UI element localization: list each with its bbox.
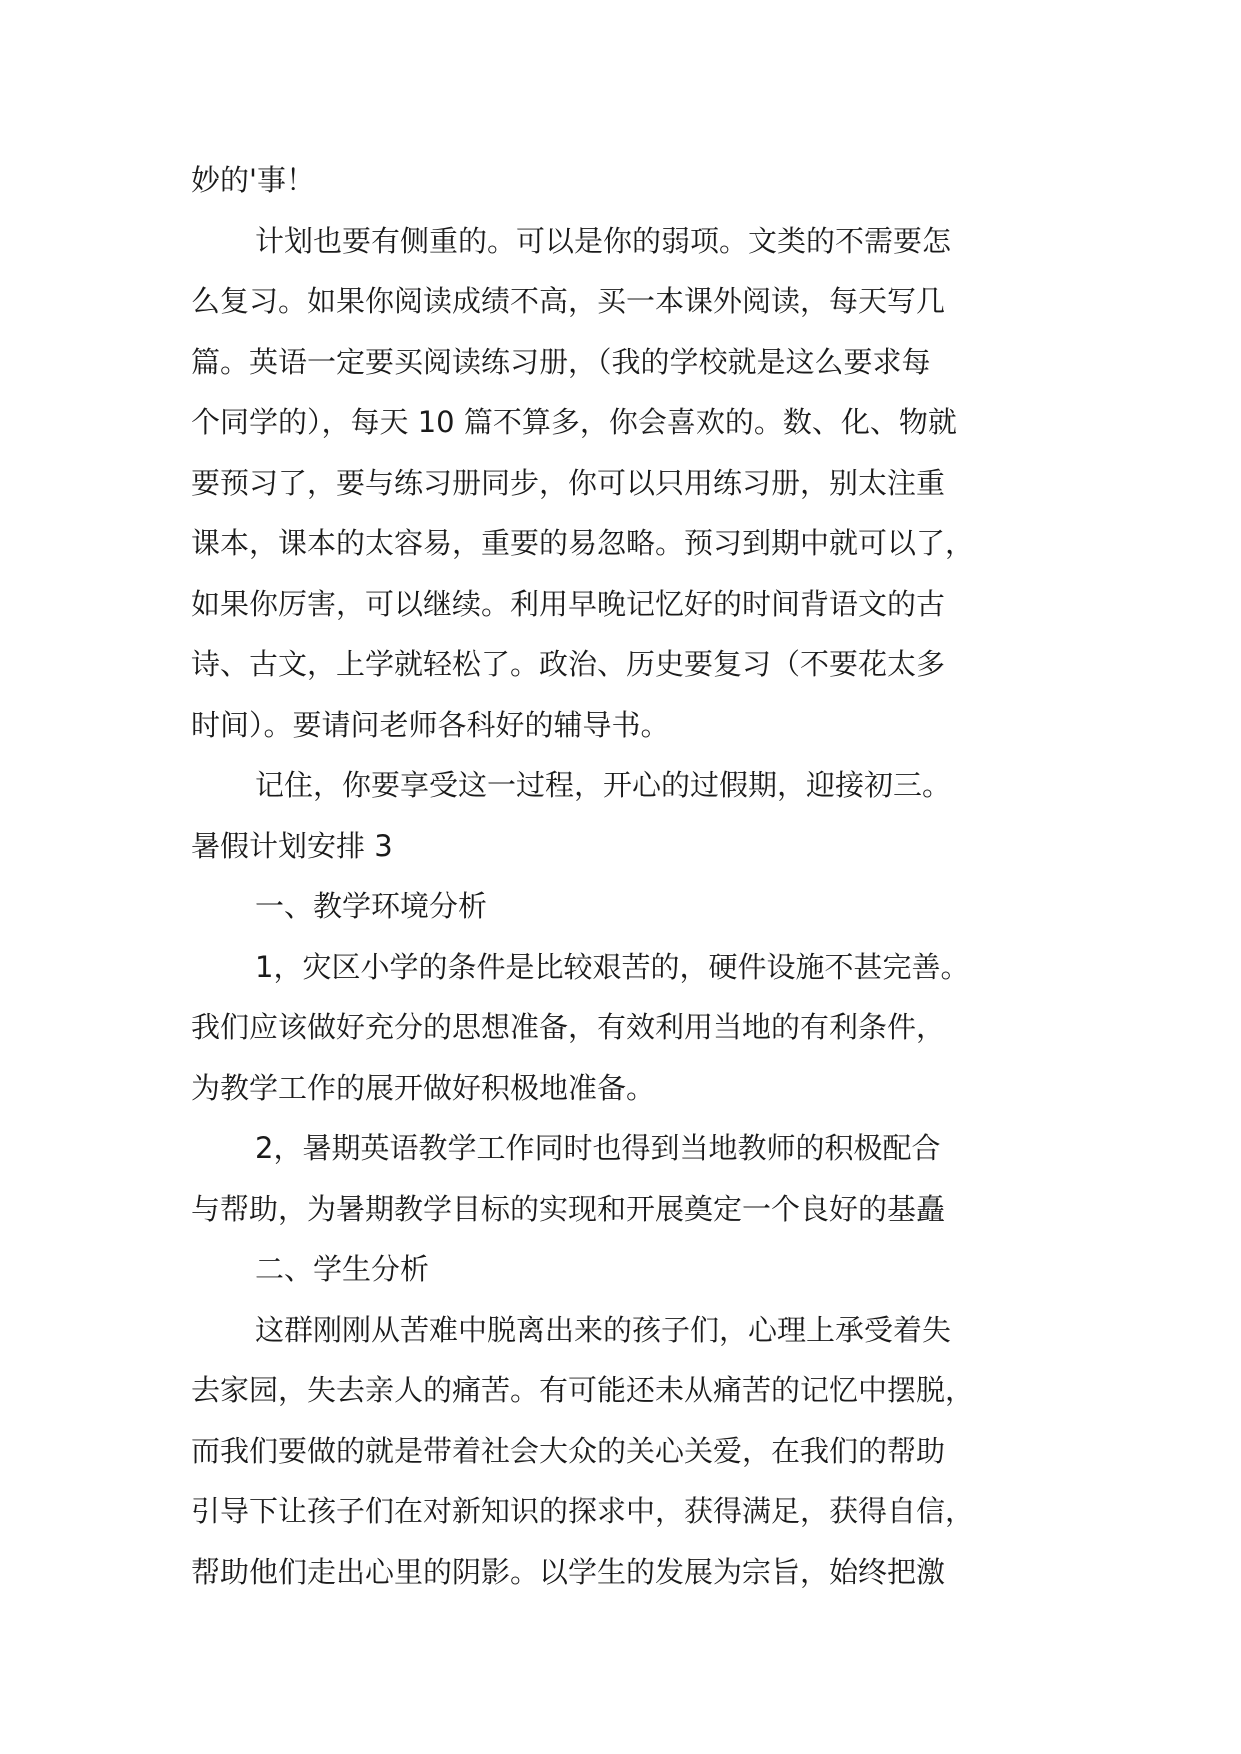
text-line: 为教学工作的展开做好积极地准备。 [191,1070,656,1105]
section-heading: 二、学生分析 [255,1252,430,1286]
text-line: 时间）。要请问老师各科好的辅导书。 [191,707,670,742]
paragraph-start-line: 这群刚刚从苦难中脱离出来的孩子们，心理上承受着失 [255,1312,952,1347]
paragraph-start-line: 记住，你要享受这一过程，开心的过假期，迎接初三。 [255,768,952,802]
text-line: 课本，课本的太容易，重要的易忽略。预习到期中就可以了， [191,526,975,560]
paragraph-start-line: 2，暑期英语教学工作同时也得到当地教师的积极配合 [255,1131,941,1165]
text-line: 个同学的），每天 10 篇不算多，你会喜欢的。数、化、物就 [191,405,957,439]
text-line: 去家园，失去亲人的痛苦。有可能还未从痛苦的记忆中摆脱， [191,1373,975,1407]
section-title: 暑假计划安排 3 [191,828,393,863]
text-line: 诗、古文，上学就轻松了。政治、历史要复习（不要花太多 [191,647,946,681]
text-line: 妙的'事！ [191,163,315,197]
text-line: 帮助他们走出心里的阴影。以学生的发展为宗旨，始终把激 [191,1554,946,1589]
text-line: 么复习。如果你阅读成绩不高，买一本课外阅读，每天写几 [191,284,946,318]
text-line: 如果你厉害，可以继续。利用早晚记忆好的时间背语文的古 [191,586,946,621]
paragraph-start-line: 计划也要有侧重的。可以是你的弱项。文类的不需要怎 [255,223,952,258]
text-line: 与帮助，为暑期教学目标的实现和开展奠定一个良好的基矗 [191,1191,946,1226]
text-line: 引导下让孩子们在对新知识的探求中，获得满足，获得自信， [191,1494,975,1528]
document-body [191,150,1051,1602]
text-line: 要预习了，要与练习册同步，你可以只用练习册，别太注重 [191,465,946,500]
text-line: 我们应该做好充分的思想准备，有效利用当地的有利条件， [191,1010,946,1044]
text-line: 而我们要做的就是带着社会大众的关心关爱，在我们的帮助 [191,1433,946,1468]
paragraph-start-line: 1，灾区小学的条件是比较艰苦的，硬件设施不甚完善。 [255,949,970,984]
text-line: 篇。英语一定要买阅读练习册，（我的学校就是这么要求每 [191,344,931,379]
section-heading: 一、教学环境分析 [255,889,488,923]
